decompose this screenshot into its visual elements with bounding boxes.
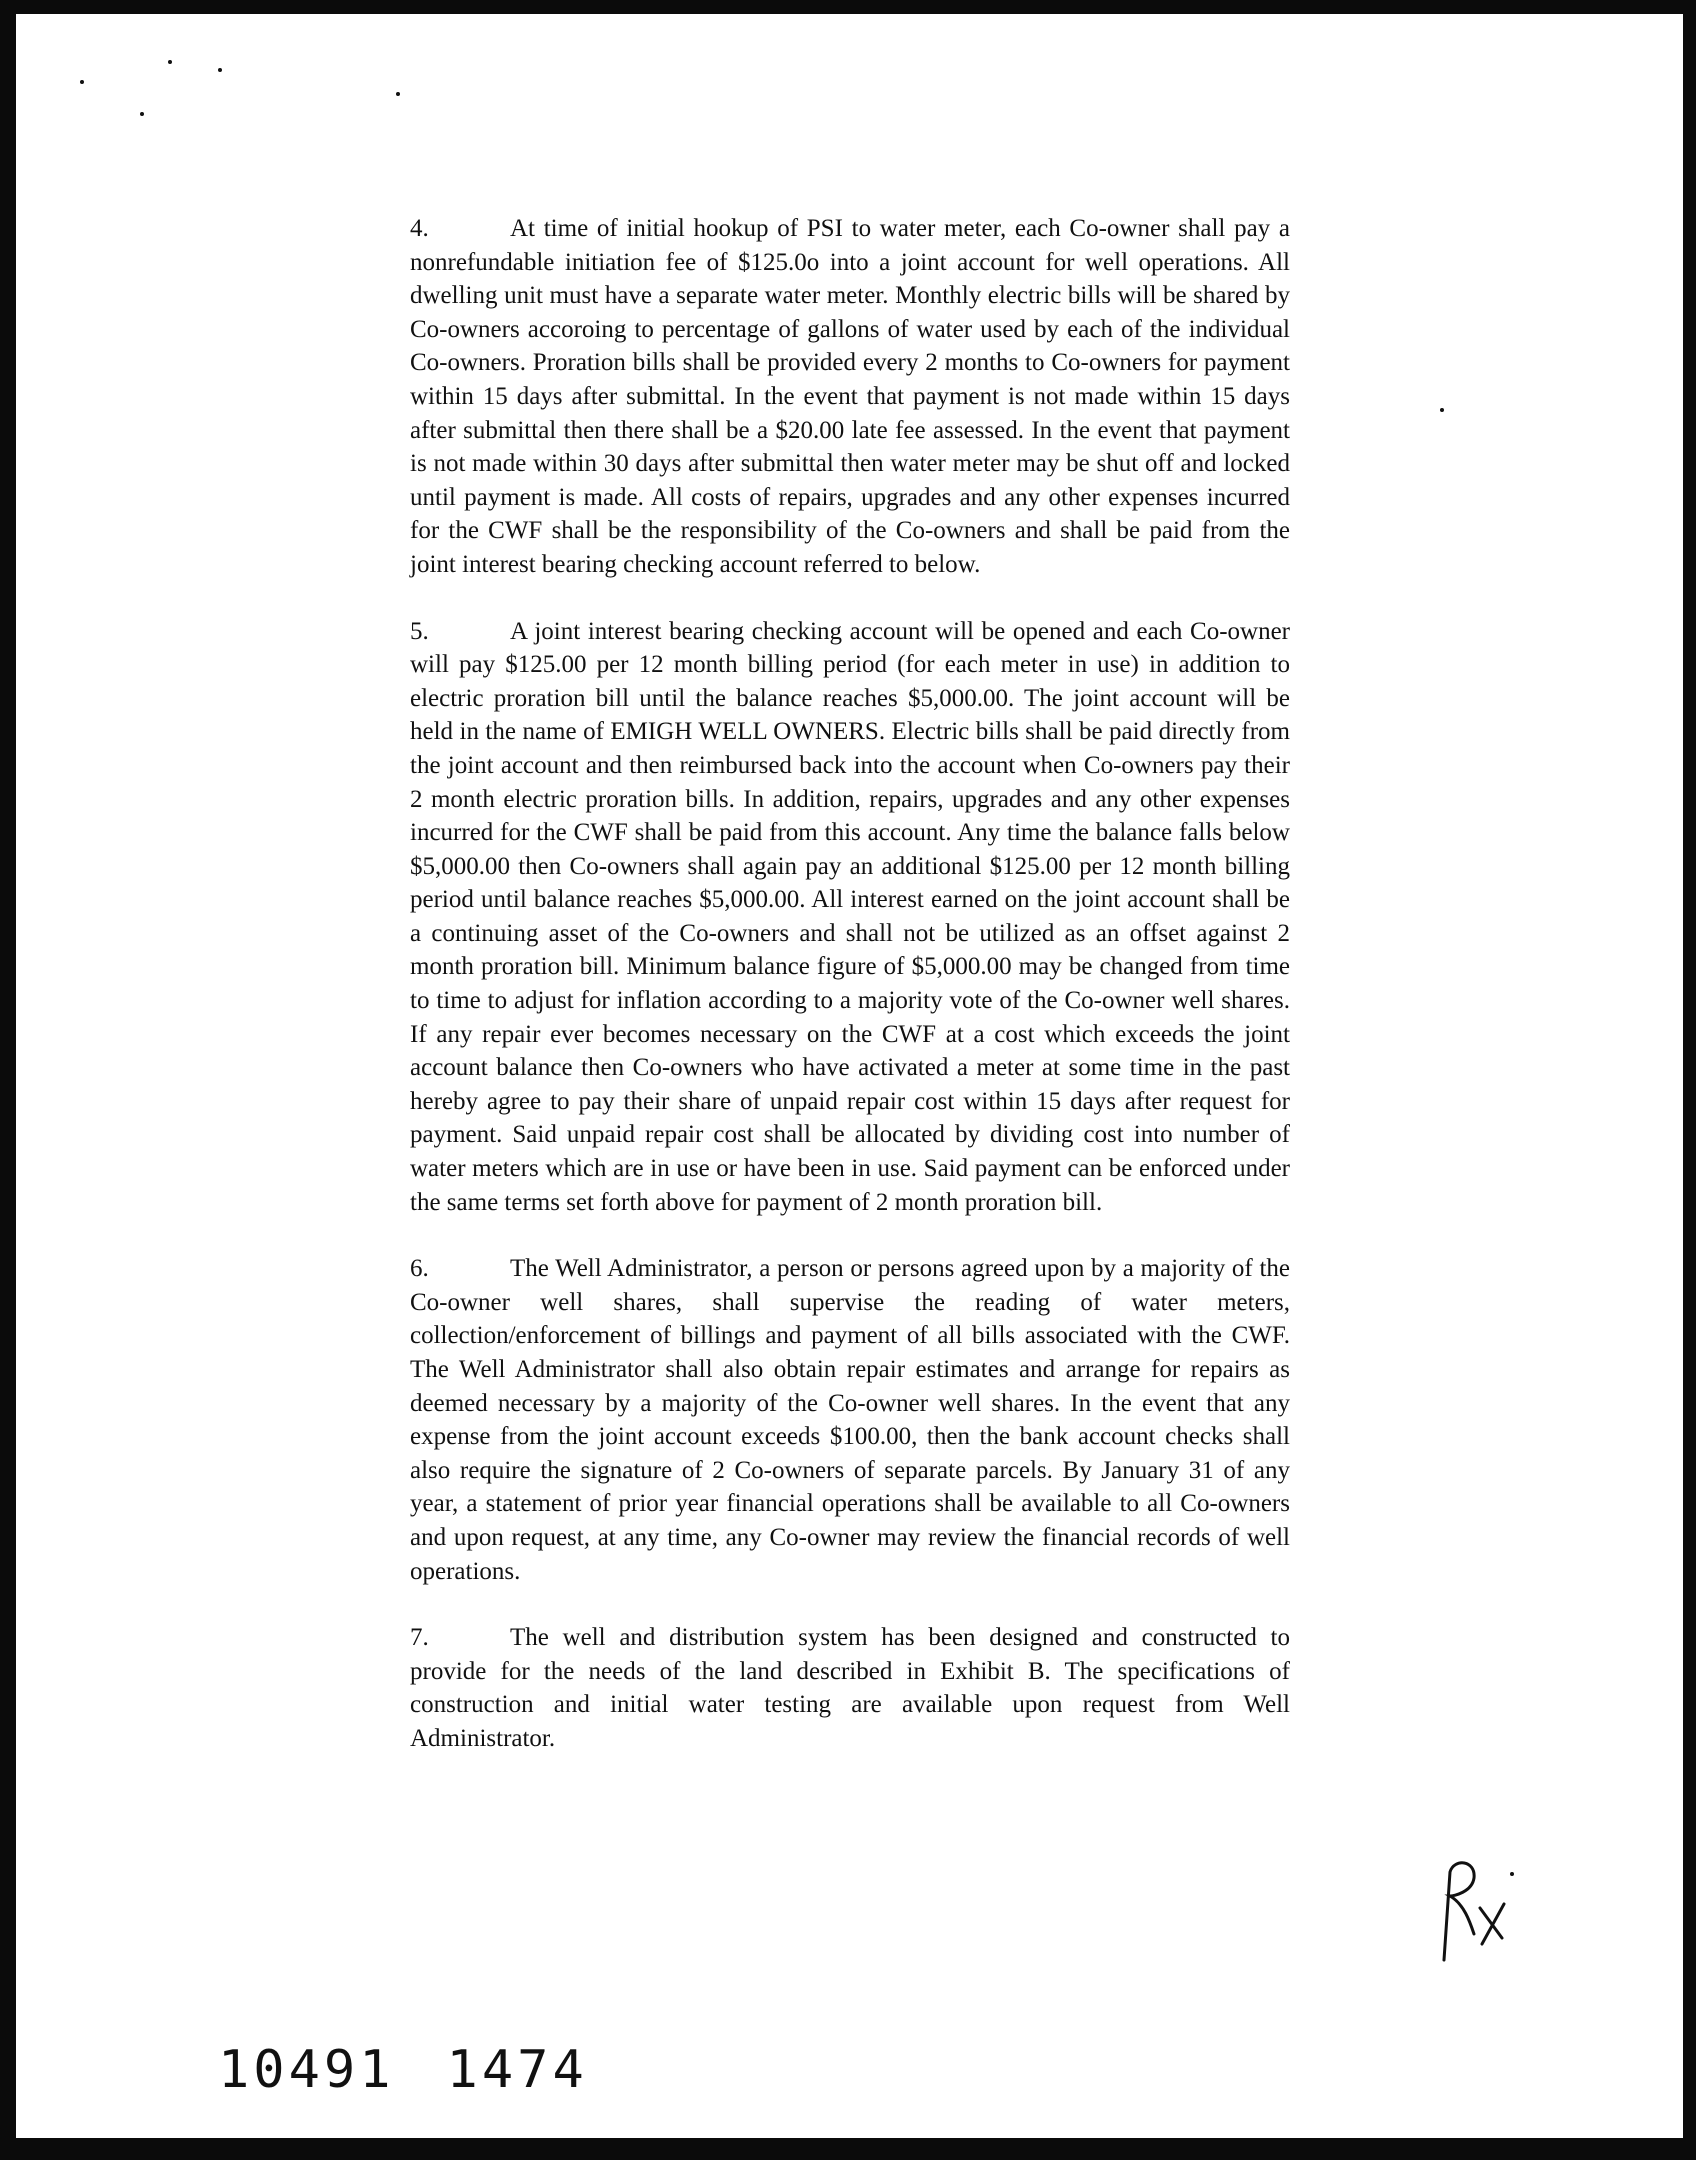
scan-border-top bbox=[0, 0, 1696, 14]
scan-speck bbox=[140, 112, 144, 116]
section-7 bbox=[410, 1621, 1290, 1755]
scan-border-bottom bbox=[0, 2138, 1696, 2160]
scan-speck bbox=[80, 80, 84, 84]
section-number: 5. bbox=[410, 617, 429, 645]
section-6 bbox=[410, 1252, 1290, 1588]
record-number-part2: 1474 bbox=[446, 2040, 588, 2100]
scan-speck bbox=[396, 92, 400, 96]
initials-signature-icon bbox=[1430, 1852, 1520, 1972]
section-text: At time of initial hookup of PSI to water meter, each Co-owner shall pay a nonrefundable initiation fee of $125.0o into a joint account for well operations. All dwelling unit must have a separate water meter. Monthly electric bills will be shared by Co-owners accoroing to percentage of gallons of water used by each of the individual Co-owners. Proration bills shall be provided every 2 months to Co-owners for payment within 15 days after submittal. In the event that payment is not made within 15 days after submittal then there shall be a $20.00 late fee assessed. In the event that payment is not made within 30 days after submittal then water meter may be shut off and locked until payment is made. All costs of repairs, upgrades and any other expenses incurred for the CWF shall be the responsibility of the Co-owners and shall be paid from the joint interest bearing checking account referred to below. bbox=[410, 215, 1290, 578]
handwritten-initials bbox=[1430, 1852, 1520, 1972]
scan-speck bbox=[168, 60, 172, 64]
section-4 bbox=[410, 212, 1290, 582]
scan-border-right bbox=[1683, 0, 1696, 2160]
record-number-part1: 10491 bbox=[218, 2040, 395, 2100]
section-number: 7. bbox=[410, 1624, 429, 1652]
section-text: A joint interest bearing checking account will be opened and each Co-owner will pay $125.00 per 12 month billing period (for each meter in use) in addition to electric proration bill until the balance reaches $5,000.00. The joint account will be held in the name of EMIGH WELL OWNERS. Electric bills shall be paid directly from the joint account and then reimbursed back into the account when Co-owners pay their 2 month electric proration bills. In addition, repairs, upgrades and any other expenses incurred for the CWF shall be paid from this account. Any time the balance falls below $5,000.00 then Co-owners shall again pay an additional $125.00 per 12 month billing period until balance reaches $5,000.00. All interest earned on the joint account shall be a continuing asset of the Co-owners and shall not be utilized as an offset against 2 month proration bill. Minimum balance figure of $5,000.00 may be changed from time to time to adjust for inflation according to a majority vote of the Co-owner well shares. If any repair ever becomes necessary on the CWF at a cost which exceeds the joint account balance then Co-owners who have activated a meter at some time in the past hereby agree to pay their share of unpaid repair cost within 15 days after request for payment. Said unpaid repair cost shall be allocated by dividing cost into number of water meters which are in use or have been in use. Said payment can be enforced under the same terms set forth above for payment of 2 month proration bill. bbox=[410, 617, 1290, 1216]
section-text: The Well Administrator, a person or persons agreed upon by a majority of the Co-owner well shares, shall supervise the reading of water meters, collection/enforcement of billings and payment of all bills associated with the CWF. The Well Administrator shall also obtain repair estimates and arrange for repairs as deemed necessary by a majority of the Co-owner well shares. In the event that any expense from the joint account exceeds $100.00, then the bank account checks shall also require the signature of 2 Co-owners of separate parcels. By January 31 of any year, a statement of prior year financial operations shall be available to all Co-owners and upon request, at any time, any Co-owner may review the financial records of well operations. bbox=[410, 1255, 1290, 1585]
scan-speck bbox=[1440, 408, 1444, 412]
scan-border-left bbox=[0, 0, 16, 2160]
section-text: The well and distribution system has been designed and constructed to provide for the needs of the land described in Exhibit B. The specifications of construction and initial water testing are available upon request from Well Administrator. bbox=[410, 1624, 1290, 1752]
section-number: 6. bbox=[410, 1255, 429, 1283]
section-number: 4. bbox=[410, 215, 429, 242]
scan-speck bbox=[218, 68, 222, 72]
recording-number bbox=[218, 2040, 640, 2100]
section-5 bbox=[410, 615, 1290, 1220]
document-body bbox=[410, 212, 1290, 1789]
